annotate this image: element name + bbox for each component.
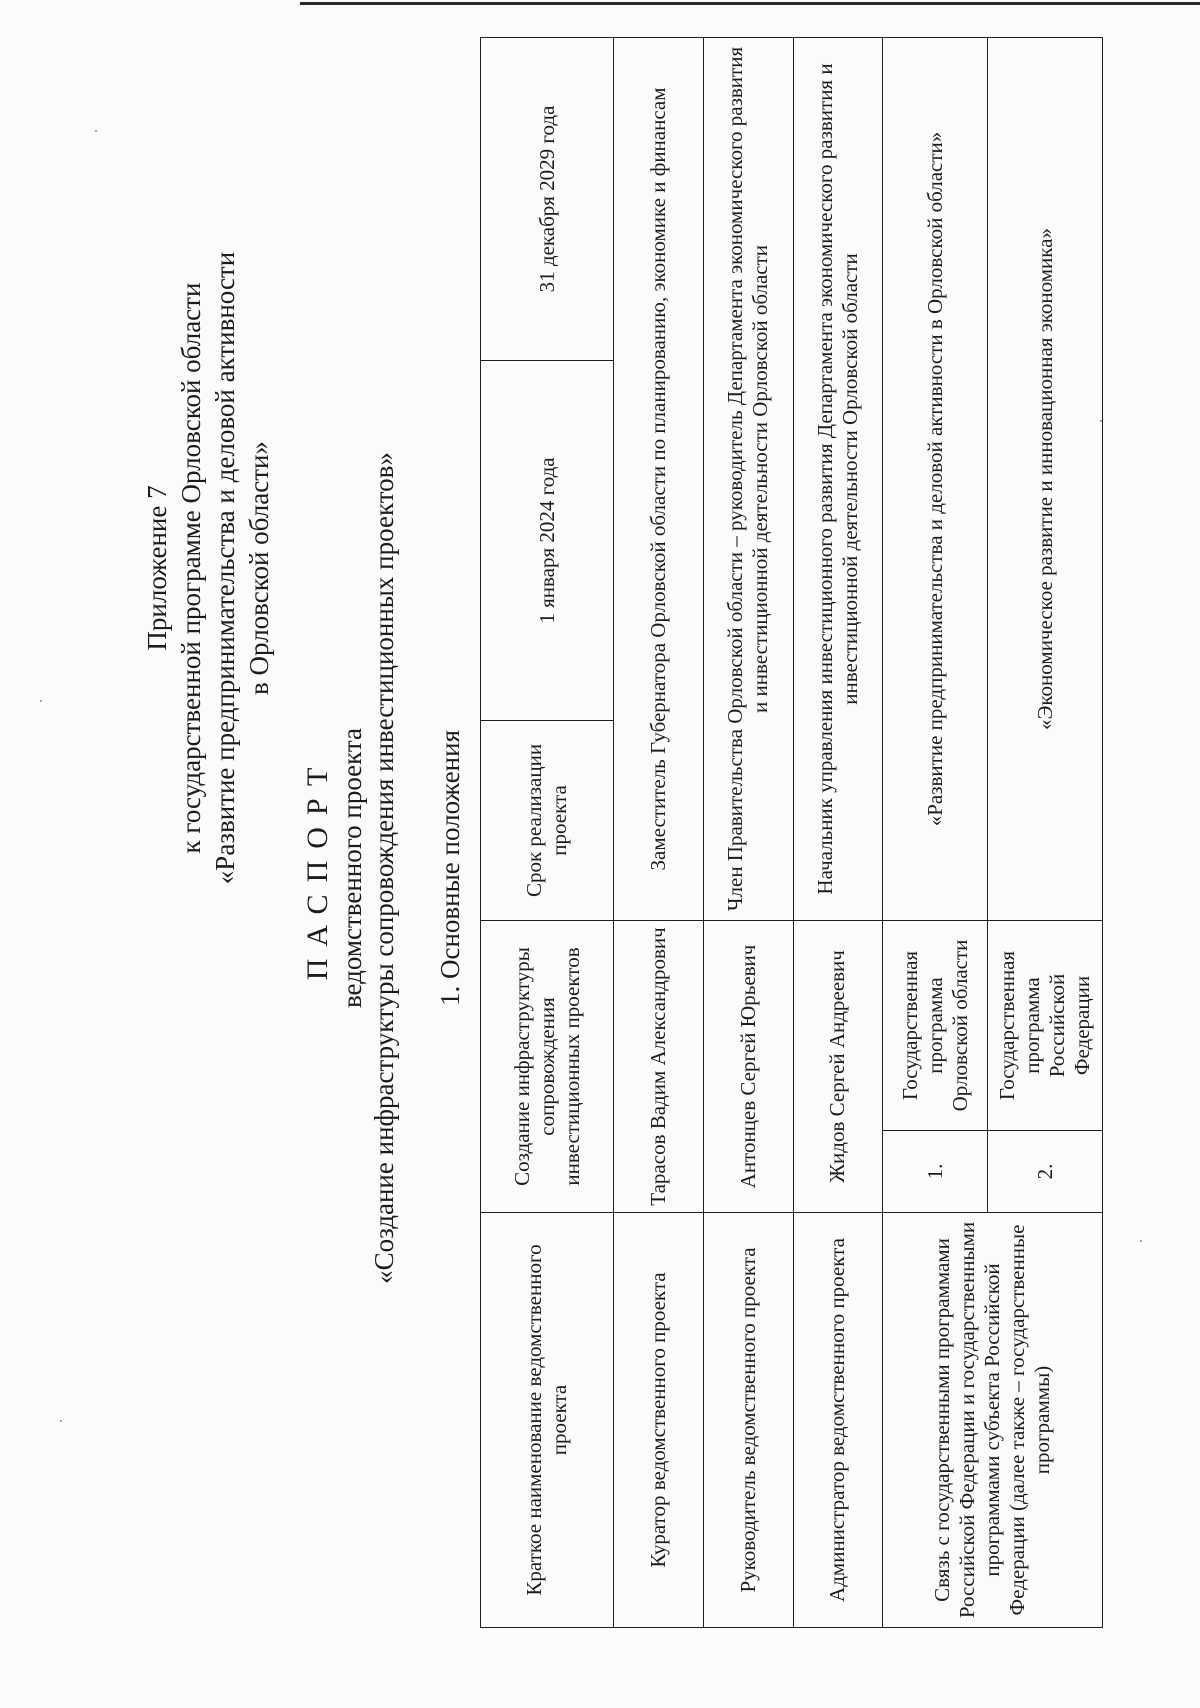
project-name: «Создание инфраструктуры сопровождения инвестиционных проектов» — [369, 452, 399, 1284]
program-link-number: 2. — [988, 1131, 1103, 1213]
appendix-number: Приложение 7 — [142, 485, 172, 651]
head-name: Антонцев Сергей Юрьевич — [703, 920, 793, 1212]
term-end: 31 декабря 2029 года — [481, 37, 614, 360]
table-row — [883, 37, 988, 1627]
term-label: Срок реализации проекта — [481, 720, 614, 920]
program-link-name: «Экономическое развитие и инновационная экономика» — [988, 37, 1103, 920]
admin-label: Администратор ведомственного проекта — [793, 1213, 883, 1628]
head-label: Руководитель ведомственного проекта — [703, 1213, 793, 1628]
table-row — [703, 37, 793, 1627]
program-link-type: Государственная программа Орловской области — [883, 920, 988, 1130]
program-link-type: Государственная программа Российской Федерации — [988, 920, 1103, 1130]
admin-position: Начальник управления инвестиционного развития Департамента экономического развития и инвестиционной деятельности Орловской области — [793, 37, 883, 920]
term-start: 1 января 2024 года — [481, 360, 614, 720]
appendix-program-name: «Развитие предпринимательства и деловой активности — [210, 251, 240, 885]
table-row — [481, 37, 614, 1627]
table-row — [793, 37, 883, 1627]
appendix-header — [140, 48, 276, 1088]
section-title: 1. Основные положения — [435, 730, 465, 1006]
curator-name: Тарасов Вадим Александрович — [614, 920, 704, 1212]
short-name-value: Создание инфраструктуры сопровождения инвестиционных проектов — [481, 920, 614, 1212]
curator-position: Заместитель Губернатора Орловской области по планированию, экономике и финансам — [614, 37, 704, 920]
table-row — [614, 37, 704, 1627]
appendix-program-region: в Орловской области» — [244, 441, 274, 695]
program-link-name: «Развитие предпринимательства и деловой активности в Орловской области» — [883, 37, 988, 920]
short-name-label: Краткое наименование ведомственного проекта — [481, 1213, 614, 1628]
passport-subtitle: ведомственного проекта — [337, 727, 367, 1009]
admin-name: Жидов Сергей Андреевич — [793, 920, 883, 1212]
passport-heading — [300, 68, 400, 1668]
passport-title: ПАСПОРТ — [301, 755, 334, 981]
appendix-program-line: к государственной программе Орловской области — [176, 282, 206, 854]
head-position: Член Правительства Орловской области – руководитель Департамента экономического развития и инвестиционной деятельности Орловской области — [703, 37, 793, 920]
curator-label: Куратор ведомственного проекта — [614, 1213, 704, 1628]
main-provisions-table — [480, 37, 1103, 1628]
program-link-number: 1. — [883, 1131, 988, 1213]
program-link-label: Связь с государственными программами Российской Федерации и государственными программами субъекта Российской Федерации (далее также – государственные программы) — [883, 1213, 1103, 1628]
